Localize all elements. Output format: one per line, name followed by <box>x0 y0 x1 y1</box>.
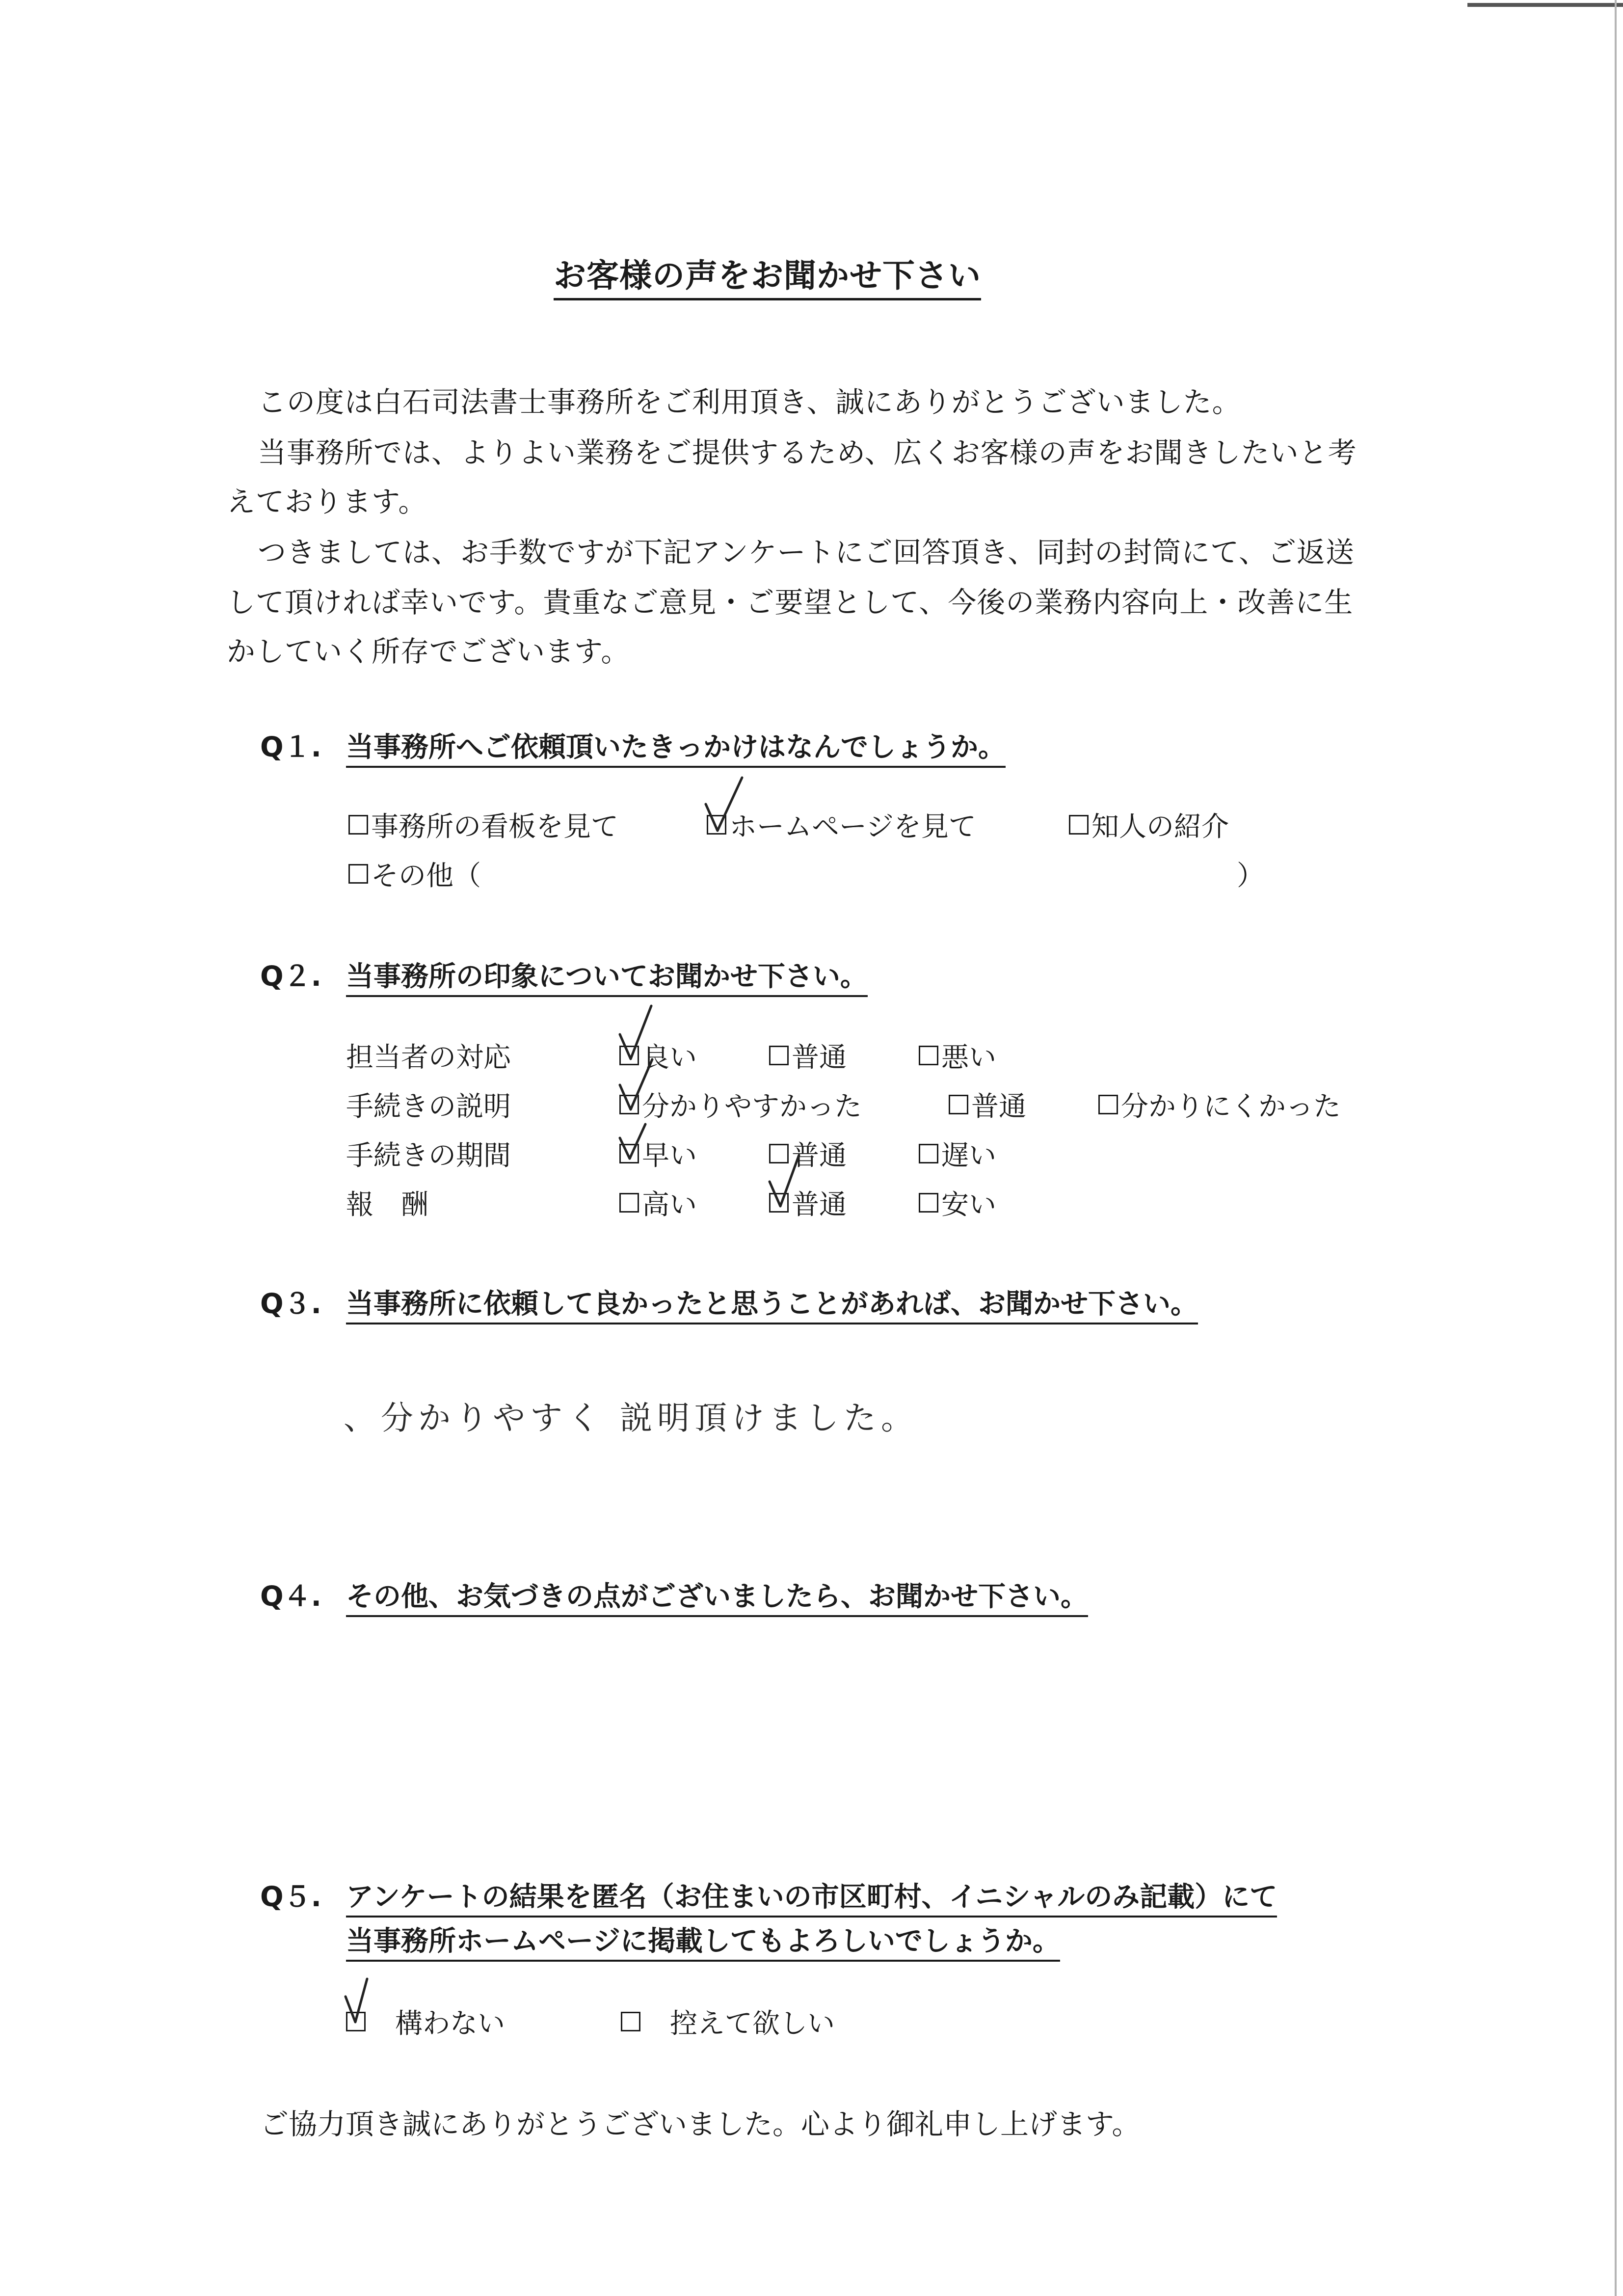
q2-row-label-duration: 手続きの期間 <box>346 1140 511 1172</box>
checkbox[interactable] <box>919 1046 938 1065</box>
checkbox[interactable] <box>769 1046 789 1065</box>
q2-explanation-unclear[interactable] <box>1098 1085 1341 1124</box>
scan-edge-mark <box>1467 3 1623 7</box>
paren-close: ） <box>1237 860 1264 892</box>
option-label: その他 <box>371 860 453 892</box>
checkbox[interactable] <box>919 1193 938 1213</box>
q2-row-label-explanation: 手続きの説明 <box>346 1091 511 1123</box>
checkbox[interactable] <box>1069 815 1089 835</box>
option-label: 控えて欲しい <box>670 2008 835 2040</box>
option-label: 知人の紹介 <box>1091 811 1229 843</box>
checkbox[interactable] <box>619 1193 639 1213</box>
option-label: 悪い <box>941 1042 996 1074</box>
closing-message: ご協力頂き誠にありがとうございました。心より御礼申し上げます。 <box>260 2107 1141 2141</box>
q1-option-referral[interactable] <box>1069 805 1229 844</box>
intro-line-4: つきましては、お手数ですが下記アンケートにご回答頂き、同封の封筒にて、ご返送 <box>258 536 1355 569</box>
q4-answer-area[interactable] <box>346 1635 1377 1821</box>
q1-option-other[interactable] <box>348 854 481 893</box>
intro-line-2: 当事務所では、よりよい業務をご提供するため、広くお客様の声をお聞きしたいと考 <box>258 436 1357 469</box>
option-label: 早い <box>642 1140 697 1172</box>
q3-question: 当事務所に依頼して良かったと思うことがあれば、お聞かせ下さい。 <box>346 1282 1198 1324</box>
option-label: 高い <box>642 1189 697 1221</box>
checkbox[interactable] <box>919 1144 938 1163</box>
q2-explanation-normal[interactable] <box>949 1085 1026 1124</box>
option-label: 普通 <box>971 1091 1026 1123</box>
option-label: 安い <box>941 1189 996 1221</box>
option-label: 普通 <box>792 1140 847 1172</box>
intro-line-6: かしていく所存でございます。 <box>227 635 630 668</box>
option-label: 分かりにくかった <box>1121 1091 1341 1123</box>
q2-number: Q２. <box>260 961 321 993</box>
q4-number: Q４. <box>260 1581 321 1613</box>
checkbox[interactable] <box>348 864 368 884</box>
q2-fee-low[interactable] <box>919 1183 996 1222</box>
handwritten-check-icon <box>339 1976 398 2040</box>
scan-edge-line <box>1615 0 1617 2296</box>
paren-open: （ <box>453 860 481 892</box>
intro-line-3: えております。 <box>227 485 427 518</box>
q5-option-decline[interactable] <box>621 2002 835 2041</box>
option-label: 良い <box>642 1042 697 1074</box>
option-label: 事務所の看板を見て <box>371 811 618 843</box>
option-label: 構わない <box>395 2008 505 2040</box>
option-label: 遅い <box>941 1140 996 1172</box>
checkbox[interactable] <box>348 815 368 835</box>
option-label: ホームページを見て <box>729 811 976 843</box>
option-label: 普通 <box>792 1042 847 1074</box>
q4-question: その他、お気づきの点がございましたら、お聞かせ下さい。 <box>346 1575 1088 1617</box>
q2-staff-normal[interactable] <box>769 1036 847 1075</box>
q1-number: Q１. <box>260 731 321 763</box>
checkbox[interactable] <box>949 1095 968 1114</box>
q2-staff-bad[interactable] <box>919 1036 996 1075</box>
q2-row-label-fee: 報 酬 <box>346 1189 428 1221</box>
option-label: 分かりやすかった <box>642 1091 862 1123</box>
q2-row-label-staff: 担当者の対応 <box>346 1042 511 1074</box>
intro-line-5: して頂ければ幸いです。貴重なご意見・ご要望として、今後の業務内容向上・改善に生 <box>227 586 1354 619</box>
q3-number: Q３. <box>260 1288 321 1320</box>
q2-fee-high[interactable] <box>619 1183 697 1222</box>
checkbox[interactable] <box>1098 1095 1118 1114</box>
intro-line-1: この度は白石司法書士事務所をご利用頂き、誠にありがとうございました。 <box>258 385 1241 419</box>
handwritten-check-icon <box>761 1151 820 1215</box>
q2-question: 当事務所の印象についてお聞かせ下さい。 <box>346 955 868 997</box>
checkbox[interactable] <box>621 2012 640 2031</box>
handwritten-check-icon <box>697 776 756 839</box>
q5-question-line-1: アンケートの結果を匿名（お住まいの市区町村、イニシャルのみ記載）にて <box>346 1875 1277 1918</box>
q1-option-signboard[interactable] <box>348 805 618 844</box>
q1-question: 当事務所へご依頼頂いたきっかけはなんでしょうか。 <box>346 726 1006 768</box>
q5-question-line-2: 当事務所ホームページに掲載してもよろしいでしょうか。 <box>346 1919 1060 1962</box>
page-title: お客様の声をお聞かせ下さい <box>554 249 981 300</box>
option-label: 普通 <box>792 1189 847 1221</box>
q3-handwritten-answer[interactable]: 、分かりやすく 説明頂けました。 <box>344 1399 918 1437</box>
q5-number: Q５. <box>260 1881 321 1913</box>
handwritten-check-icon <box>611 1109 670 1173</box>
q2-duration-slow[interactable] <box>919 1134 996 1173</box>
